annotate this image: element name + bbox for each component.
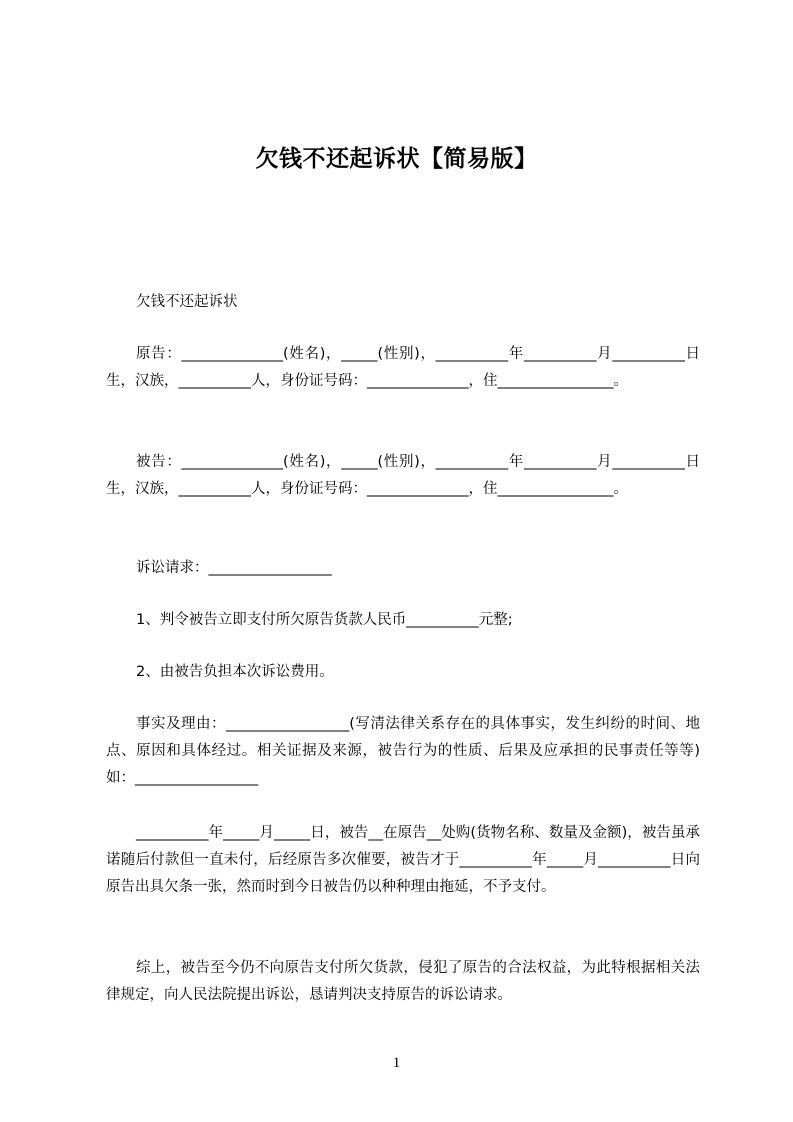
claims-label: 诉讼请求：_________________ <box>136 560 332 576</box>
plaintiff-paragraph: 原告：______________(姓名)，_____(性别)，__________年__________月__________日生，汉族，__________人，身份证号码：______________，住________________。 <box>106 346 700 389</box>
claim-item-2: 2、由被告负担本次诉讼费用。 <box>136 664 334 680</box>
facts-paragraph: 事实及理由：_________________(写清法律关系存在的具体事实，发生纠纷的时间、地点、原因和具体经过。相关证据及来源，被告行为的性质、后果及应承担的民事责任等等)如：_________________ <box>106 716 700 786</box>
conclusion-paragraph: 综上，被告至今仍不向原告支付所欠货款，侵犯了原告的合法权益，为此特根据相关法律规定，向人民法院提出诉讼，恳请判决支持原告的诉讼请求。 <box>106 960 700 1003</box>
claim-item-1: 1、判令被告立即支付所欠原告货款人民币__________元整; <box>136 612 513 628</box>
defendant-paragraph: 被告：______________(姓名)，_____(性别)，__________年__________月__________日生，汉族，__________人，身份证号码：______________，住________________。 <box>106 454 700 497</box>
page-number: 1 <box>392 1055 401 1071</box>
facts-example-paragraph: __________年_____月_____日，被告__在原告__处购(货物名称、数量及金额)，被告虽承诺随后付款但一直未付，后经原告多次催要，被告才于__________年_____月__________日向原告出具欠条一张，然而时到今日被告仍以种种理由拖延，不予支付。 <box>106 825 700 895</box>
document-title: 欠钱不还起诉状【简易版】 <box>255 146 538 172</box>
complaint-heading: 欠钱不还起诉状 <box>136 294 238 310</box>
